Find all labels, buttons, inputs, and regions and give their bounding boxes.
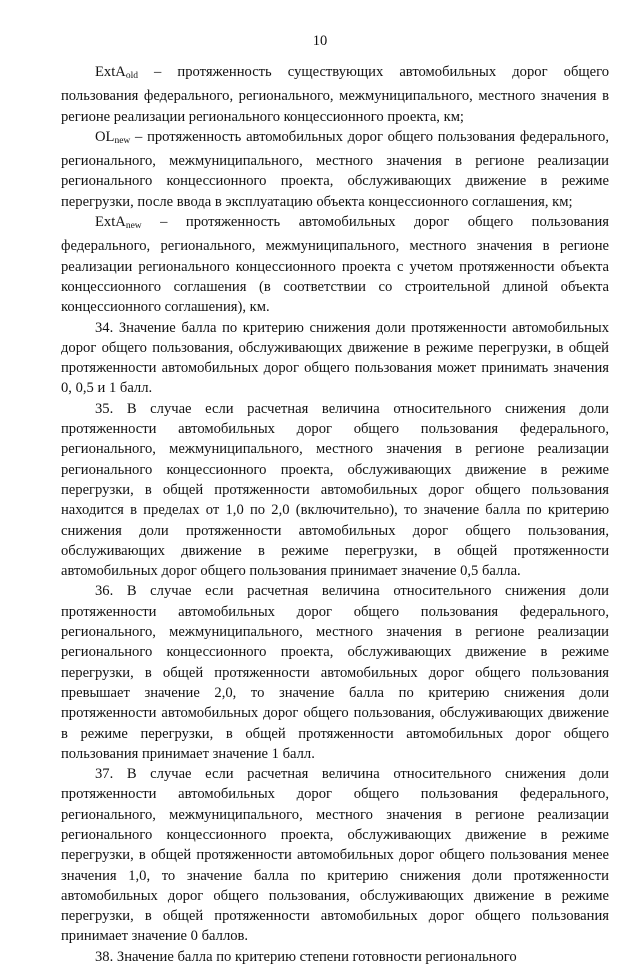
paragraph-34: 34. Значение балла по критерию снижения доли протяженности автомобильных дорог общего пользования, обслуживающих движение в режиме перегрузки, в общей протяженности автомобильных дорог общего пользования может принимать значения 0, 0,5 и 1 балл.: [61, 319, 609, 397]
definition-symbol: ExtA$_{new}$: [95, 214, 142, 232]
definition-symbol: $OL_{new}$: [95, 128, 131, 146]
definition-ol-new: [61, 127, 609, 212]
paragraph-38: 38. Значение балла по критерию степени готовности регионального: [95, 948, 517, 965]
paragraph-35: 35. В случае если расчетная величина относительного снижения доли протяженности автомобильных дорог общего пользования федерального, регионального, межмуниципального, местного значения в регионе реализации регионального концессионного проекта, обслуживающих движение в режиме перегрузки, в общей протяженности автомобильных дорог общего пользования находится в пределах от 1,0 по 2,0 (включительно), то значение балла по критерию снижения доли протяженности автомобильных дорог общего пользования, обслуживающих движение в режиме перегрузки, в общей протяженности автомобильных дорог общего пользования принимает значение 0,5 балла.: [61, 400, 609, 580]
definition-text: – протяженность автомобильных дорог общего пользования федерального, регионального, межмуниципального, местного значения в регионе реализации регионального концессионного проекта с учетом протяженности объекта концессионного соглашения (в соответствии со строительной длиной объекта концессионного соглашения), км.: [61, 214, 609, 316]
document-body: [61, 62, 609, 967]
definition-ext-a-new: [61, 212, 609, 317]
definition-symbol: ExtA$_{old}$: [95, 64, 138, 81]
definition-text: – протяженность существующих автомобильных дорог общего пользования федерального, регионального, межмуниципального, местного значения в регионе реализации регионального концессионного проекта, км;: [61, 64, 609, 125]
definition-text: – протяженность автомобильных дорог общего пользования федерального, регионального, межмуниципального, местного значения в регионе реализации регионального концессионного проекта, обслуживающих движение в режиме перегрузки, после ввода в эксплуатацию объекта концессионного соглашения, км;: [61, 128, 609, 210]
paragraph-36: 36. В случае если расчетная величина относительного снижения доли протяженности автомобильных дорог общего пользования федерального, регионального, межмуниципального, местного значения в регионе реализации регионального концессионного проекта, обслуживающих движение в режиме перегрузки, в общей протяженности автомобильных дорог общего пользования превышает значение 2,0, то значение балла по критерию снижения доли протяженности автомобильных дорог общего пользования, обслуживающих движение в режиме перегрузки, в общей протяженности автомобильных дорог общего пользования принимает значение 1 балл.: [61, 583, 609, 762]
page-number: 10: [312, 33, 328, 49]
paragraph-37: 37. В случае если расчетная величина относительного снижения доли протяженности автомобильных дорог общего пользования федерального, регионального, межмуниципального, местного значения в регионе реализации регионального концессионного проекта, обслуживающих движение в режиме перегрузки, в общей протяженности автомобильных дорог общего пользования менее значения 1,0, то значение балла по критерию снижения доли протяженности автомобильных дорог общего пользования, обслуживающих движение в режиме перегрузки, в общей протяженности автомобильных дорог общего пользования принимает значение 0 баллов.: [61, 766, 609, 945]
definition-ext-a-old: [61, 62, 609, 127]
